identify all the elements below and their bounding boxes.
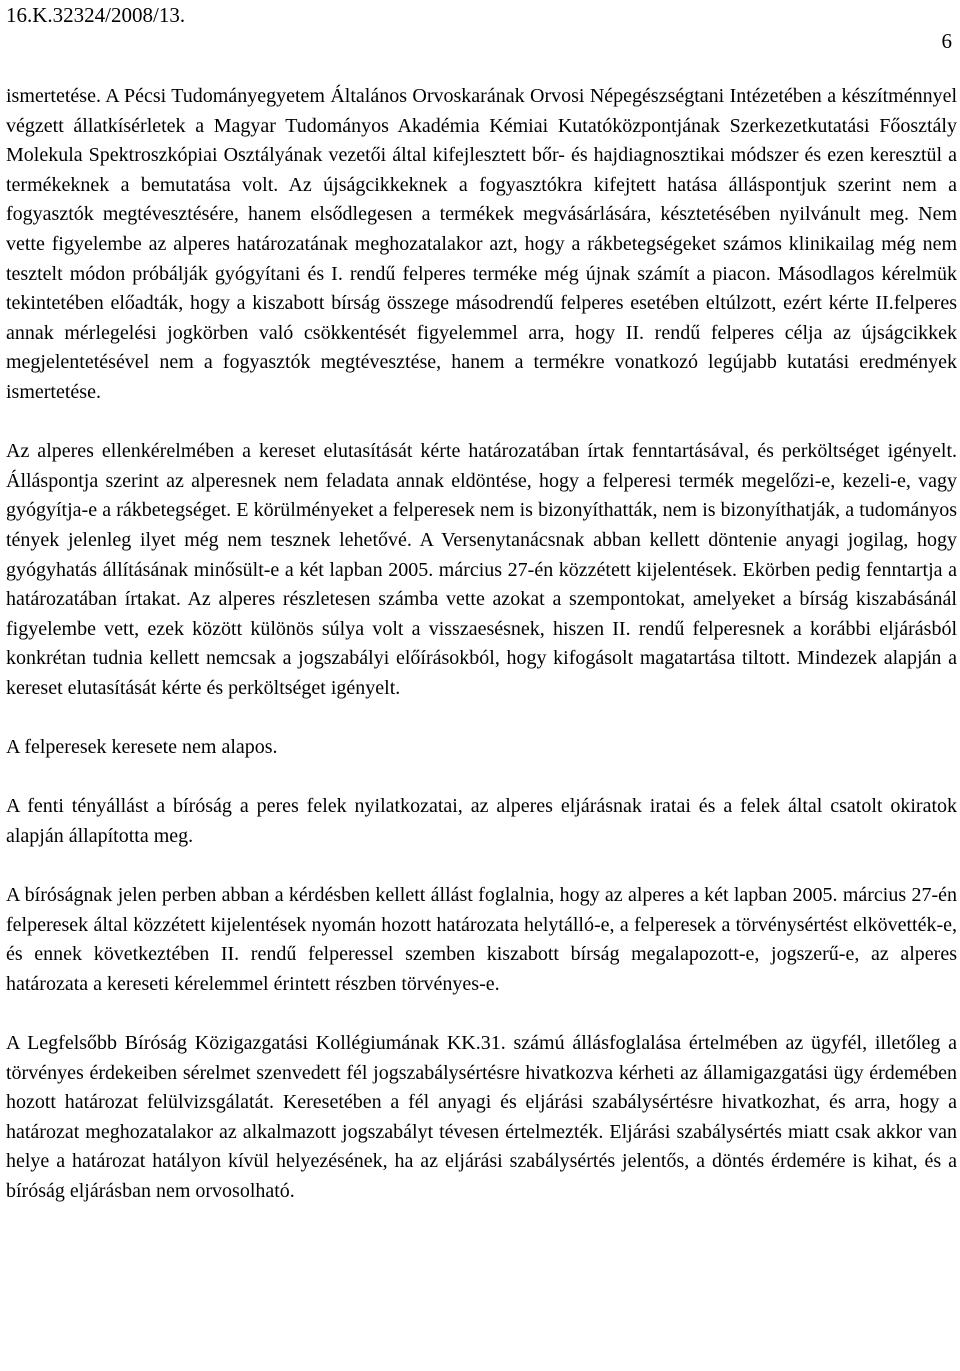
- case-reference: 16.K.32324/2008/13.: [6, 3, 186, 27]
- paragraph-claims-continued: ismertetése. A Pécsi Tudományegyetem Általános Orvoskarának Orvosi Népegészségtani Intézetében a készítménnyel végzett állatkísérletek a Magyar Tudományos Akadémia Kémiai Kutatóközpontjának Szerkezetkutatási Főosztály Molekula Spektroszkópiai Osztályának vezetői által kifejlesztett bőr- és hajdiagnosztikai módszer és ezen keresztül a termékeknek a bemutatása volt. Az újságcikkeknek a fogyasztókra kifejtett hatása álláspontjuk szerint nem a fogyasztók megtévesztésére, hanem elsődlegesen a termékek megvásárlására, késztetésében nyilvánult meg. Nem vette figyelembe az alperes határozatának meghozatalakor azt, hogy a rákbetegségeket számos klinikailag még nem tesztelt módon próbálják gyógyítani és I. rendű felperes terméke még újnak számít a piacon. Másodlagos kérelmük tekintetében előadták, hogy a kiszabott bírság összege másodrendű felperes esetében eltúlzott, ezért kérte II.felperes annak mérlegelési jogkörben való csökkentését figyelemmel arra, hogy II. rendű felperes célja az újságcikkek megjelentetésével nem a fogyasztók megtévesztése, hanem a termékre vonatkozó legújabb kutatási eredmények ismertetése.: [6, 85, 957, 403]
- page-number: 6: [941, 29, 952, 53]
- paragraph-question-presented: A bíróságnak jelen perben abban a kérdésben kellett állást foglalnia, hogy az alperes a két lapban 2005. március 27-én felperesek által közzétett kijelentések nyomán hozott határozata helytálló-e, a felperesek a törvénysértést elkövették-e, és ennek következtében II. rendű felperessel szemben kiszabott bírság megalapozott-e, jogszerű-e, az alperes határozata a kereseti kérelemmel érintett részben törvényes-e.: [6, 884, 957, 995]
- paragraph-holding: A felperesek keresete nem alapos.: [6, 736, 278, 759]
- paragraph-legal-standard: A Legfelsőbb Bíróság Közigazgatási Kollégiumának KK.31. számú állásfoglalása értelmében az ügyfél, illetőleg a törvényes érdekeiben sérelmet szenvedett fél jogszabálysértésre hivatkozva kérheti az államigazgatási ügy érdemében hozott határozat felülvizsgálatát. Keresetében a fél anyagi és eljárási szabálysértésre hivatkozhat, és arra, hogy a határozat meghozatalakor az alkalmazott jogszabályt tévesen értelmezték. Eljárási szabálysértés miatt csak akkor van helye a határozat hatályon kívül helyezésének, ha az eljárási szabálysértés jelentős, a döntés érdemére is kihat, és a bíróság eljárásban nem orvosolható.: [6, 1032, 957, 1202]
- paragraph-defendant-counterclaim: Az alperes ellenkérelmében a kereset elutasítását kérte határozatában írtak fenntartásával, és perköltséget igényelt. Álláspontja szerint az alperesnek nem feladata annak eldöntése, hogy a felperesi termék megelőzi-e, kezeli-e, vagy gyógyítja-e a rákbetegséget. E körülményeket a felperesek nem is bizonyíthatták, nem is bizonyíthatják, a tudományos tények jelenleg ilyet még nem tesznek lehetővé. A Versenytanácsnak abban kellett döntenie anyagi jogilag, hogy gyógyhatás állításának minősült-e a két lapban 2005. március 27-én közzétett kijelentések. Ekörben pedig fenntartja a határozatában írtakat. Az alperes részletesen számba vette azokat a szempontokat, amelyeket a bírság kiszabásánál figyelembe vett, ezek között különös súlya volt a visszaesésnek, hiszen II. rendű felperesnek a korábbi eljárásból konkrétan tudnia kellett nemcsak a jogszabályi előírásokból, hogy kifogásolt magatartása tiltott. Mindezek alapján a kereset elutasítását kérte és perköltséget igényelt.: [6, 440, 957, 699]
- document-body: [6, 82, 957, 1207]
- paragraph-facts-basis: A fenti tényállást a bíróság a peres felek nyilatkozatai, az alperes eljárásnak iratai és a felek által csatolt okiratok alapján állapította meg.: [6, 795, 957, 847]
